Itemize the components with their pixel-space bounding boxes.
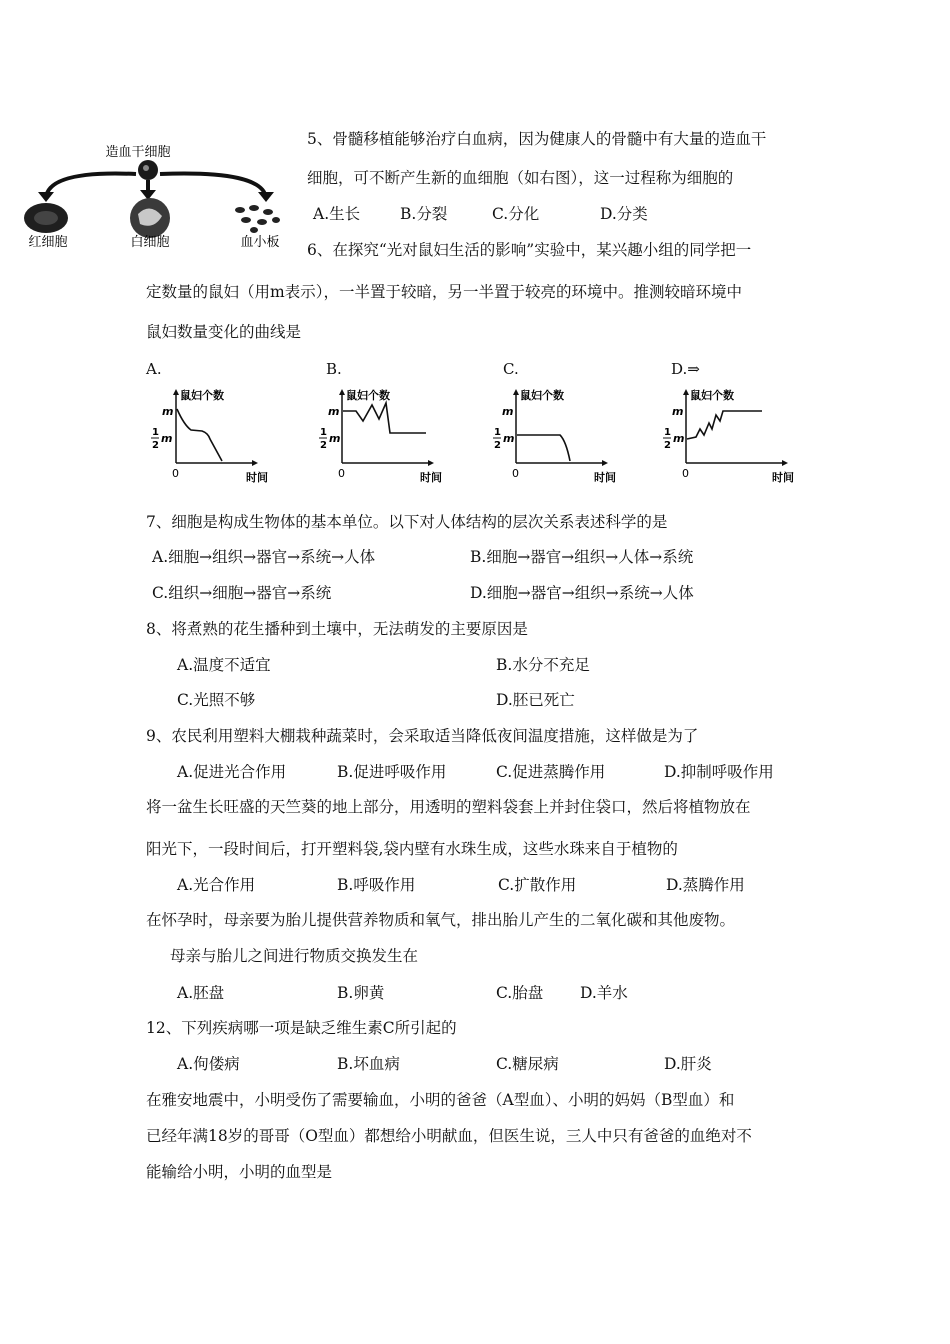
q5-line-1: 5、骨髓移植能够治疗白血病，因为健康人的骨髓中有大量的造血干 [307,130,767,148]
graph-a-m-label: m [162,405,174,418]
q9-option-b: B.促进呼吸作用 [337,763,447,781]
q7-option-b: B.细胞→器官→组织→人体→系统 [470,548,694,566]
arrow-left-icon [46,174,136,199]
q10-line-2: 阳光下，一段时间后，打开塑料袋,袋内壁有水珠生成，这些水珠来自于植物的 [146,840,678,858]
q8-option-a: A.温度不适宜 [177,656,271,674]
graph-b-origin: 0 [338,467,345,480]
q11-option-b: B.卵黄 [337,984,385,1002]
q12-option-d: D.肝炎 [664,1055,712,1073]
q11-option-c: C.胎盘 [496,984,544,1002]
white-cell-label: 白细胞 [130,235,170,250]
stem-cell-nucleus-icon [143,165,149,171]
q7-option-c: C.组织→细胞→器官→系统 [152,584,332,602]
q12-option-c: C.糖尿病 [496,1055,559,1073]
q11-option-a: A.胚盘 [177,984,225,1002]
arrow-right-icon [160,174,266,199]
q6-line-2: 定数量的鼠妇（用m表示），一半置于较暗，另一半置于较亮的环境中。推测较暗环境中 [146,283,742,301]
graph-d-origin: 0 [682,467,689,480]
q11-line-2: 母亲与胎儿之间进行物质交换发生在 [170,947,419,965]
graph-b-ylabel: 鼠妇个数 [346,389,390,402]
q9-option-a: A.促进光合作用 [177,763,287,781]
q5-option-b: B.分裂 [400,205,448,223]
graph-c-origin: 0 [512,467,519,480]
graph-d-m-label: m [672,405,684,418]
q6-line-1: 6、在探究“光对鼠妇生活的影响”实验中，某兴趣小组的同学把一 [307,241,752,259]
platelet-label: 血小板 [240,235,280,250]
q10-option-d: D.蒸腾作用 [666,876,745,894]
blood-cell-diagram-svg [18,140,293,250]
graph-a-half-den: 2 [152,440,159,451]
blood-cell-diagram [18,140,293,250]
q10-option-c: C.扩散作用 [498,876,577,894]
q9-line-1: 9、农民利用塑料大棚栽种蔬菜时，会采取适当降低夜间温度措施，这样做是为了 [146,727,699,745]
arrow-left-head-icon [38,192,54,202]
graph-d-half-num: 1 [664,427,671,438]
q12-option-b: B.坏血病 [337,1055,400,1073]
q8-option-c: C.光照不够 [177,691,256,709]
q5-option-d: D.分类 [600,205,648,223]
q12-line-1: 12、下列疾病哪一项是缺乏维生素C所引起的 [146,1019,457,1037]
graph-c-xlabel: 时间 [594,471,616,484]
q8-option-d: D.胚已死亡 [496,691,575,709]
graph-a-curve [177,409,222,461]
graph-d-curve [687,411,762,439]
graph-c [490,385,630,485]
graph-b-svg [316,385,456,485]
graph-b-half-m: m [329,432,341,445]
graph-c-curve [517,435,570,461]
q8-option-b: B.水分不充足 [496,656,590,674]
graph-a [146,385,286,485]
graph-c-x-arrow-icon [602,460,608,466]
graph-c-ylabel: 鼠妇个数 [520,389,564,402]
q5-line-2: 细胞，可不断产生新的血细胞（如右图），这一过程称为细胞的 [307,169,734,187]
graph-d-half-m: m [673,432,685,445]
graph-d-ylabel: 鼠妇个数 [690,389,734,402]
graph-c-svg [490,385,630,485]
q11-line-1: 在怀孕时，母亲要为胎儿提供营养物质和氧气，排出胎儿产生的二氧化碳和其他废物。 [146,911,736,929]
graph-d-svg [660,385,800,485]
graph-d-y-arrow-icon [683,389,689,395]
q7-option-a: A.细胞→组织→器官→系统→人体 [152,548,376,566]
q8-line-1: 8、将煮熟的花生播种到土壤中，无法萌发的主要原因是 [146,620,528,638]
q7-option-d: D.细胞→器官→组织→系统→人体 [470,584,694,602]
q13-line-3: 能输给小明，小明的血型是 [146,1163,333,1181]
red-cell-label: 红细胞 [28,235,68,250]
q12-option-a: A.佝偻病 [177,1055,240,1073]
graph-a-xlabel: 时间 [246,471,268,484]
graph-a-y-arrow-icon [173,389,179,395]
q6-option-d: D.⇒ [671,360,700,378]
graph-c-half-num: 1 [494,427,501,438]
q5-option-c: C.分化 [492,205,540,223]
graph-d-half-den: 2 [664,440,671,451]
graph-d-xlabel: 时间 [772,471,794,484]
graph-b-x-arrow-icon [428,460,434,466]
graph-b [316,385,456,485]
graph-a-half-num: 1 [152,427,159,438]
red-cell-center-icon [34,211,58,225]
graph-d-x-arrow-icon [782,460,788,466]
graph-c-half-den: 2 [494,440,501,451]
graph-b-half-num: 1 [320,427,327,438]
q6-option-c: C. [503,360,519,378]
graph-d [660,385,800,485]
stem-cell-label: 造血干细胞 [105,145,171,160]
graph-b-xlabel: 时间 [420,471,442,484]
graph-a-svg [146,385,286,485]
graph-c-y-arrow-icon [513,389,519,395]
graph-a-ylabel: 鼠妇个数 [180,389,224,402]
q13-line-1: 在雅安地震中，小明受伤了需要输血，小明的爸爸（A型血）、小明的妈妈（B型血）和 [146,1091,735,1109]
q10-option-b: B.呼吸作用 [337,876,416,894]
q10-line-1: 将一盆生长旺盛的天竺葵的地上部分，用透明的塑料袋套上并封住袋口，然后将植物放在 [146,798,751,816]
platelet-icon [235,205,280,233]
q9-option-d: D.抑制呼吸作用 [664,763,774,781]
q6-option-a: A. [146,360,162,378]
q10-option-a: A.光合作用 [177,876,256,894]
q6-option-b: B. [326,360,342,378]
graph-b-curve [343,403,426,433]
q9-option-c: C.促进蒸腾作用 [496,763,606,781]
graph-c-half-m: m [503,432,515,445]
graph-b-y-arrow-icon [339,389,345,395]
graph-a-origin: 0 [172,467,179,480]
q13-line-2: 已经年满18岁的哥哥（O型血）都想给小明献血，但医生说，三人中只有爸爸的血绝对不 [146,1127,752,1145]
graph-b-half-den: 2 [320,440,327,451]
arrow-right-head-icon [258,192,274,202]
q11-option-d: D.羊水 [580,984,628,1002]
graph-b-m-label: m [328,405,340,418]
graph-c-m-label: m [502,405,514,418]
graph-a-x-arrow-icon [252,460,258,466]
q6-line-3: 鼠妇数量变化的曲线是 [146,323,302,341]
graph-a-half-m: m [161,432,173,445]
q5-option-a: A.生长 [313,205,361,223]
q7-line-1: 7、细胞是构成生物体的基本单位。以下对人体结构的层次关系表述科学的是 [146,513,668,531]
